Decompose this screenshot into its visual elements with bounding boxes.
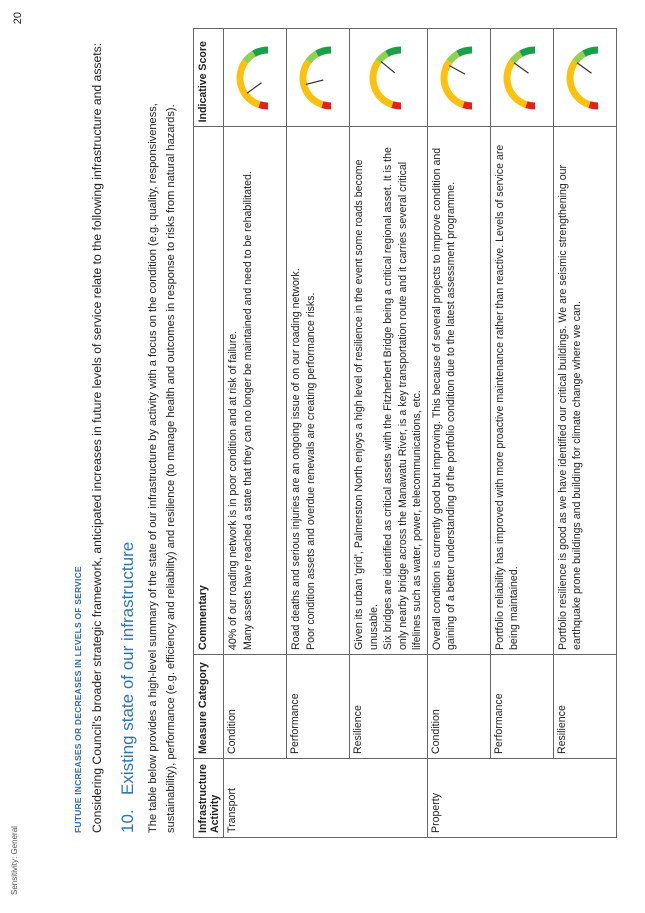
gauge-needle [381, 61, 395, 72]
category-cell: Condition [224, 654, 287, 758]
commentary-line: Given its urban 'grid', Palmerston North enjoys a high level of resilience in the event some roads become unusable. [353, 159, 380, 650]
score-cell [350, 29, 428, 127]
table-row [427, 29, 490, 838]
header-commentary: Commentary [194, 127, 224, 655]
commentary-line: Portfolio reliability has improved with more proactive maintenance rather than reactive. Levels of service are being maintained. [493, 144, 520, 650]
commentary-cell [287, 127, 350, 655]
score-gauge [493, 41, 551, 115]
activity-cell: Transport [224, 759, 428, 838]
category-cell: Performance [287, 654, 350, 758]
sensitivity-label: Sensitivity: General [10, 826, 19, 895]
section-heading: FUTURE INCREASES OR DECREASES IN LEVELS OF SERVICE [73, 566, 83, 833]
category-cell: Resilience [553, 654, 616, 758]
gauge-red-segment [259, 104, 268, 105]
gauge-light-green-segment [245, 53, 254, 61]
table-header-row [194, 29, 224, 838]
commentary-cell [224, 127, 287, 655]
gauge-red-segment [393, 104, 402, 105]
score-gauge [226, 41, 284, 115]
score-cell [224, 29, 287, 127]
gauge-green-segment [584, 50, 598, 54]
gauge-needle [513, 62, 528, 73]
header-activity: Infrastructure Activity [194, 759, 224, 838]
header-score: Indicative Score [194, 29, 224, 127]
gauge-yellow-segment [507, 61, 526, 104]
commentary-line: Road deaths and serious injuries are an ongoing issue of on our roading network. [290, 268, 302, 650]
description-text: The table below provides a high-level summary of the state of our infrastructure by activity with a focus on the condition (e.g. quality, responsiveness, sustainability), performance (e.g. efficiency and reliability) and resilience (to manage health and outcomes in response to risks from natural hazards). [147, 103, 177, 833]
table-row [553, 29, 616, 838]
gauge-needle [247, 82, 262, 93]
infrastructure-table [193, 28, 617, 838]
gauge-needle [576, 62, 591, 73]
gauge-yellow-segment [570, 61, 589, 104]
commentary-cell [350, 127, 428, 655]
table-row [490, 29, 553, 838]
gauge-green-segment [317, 50, 331, 54]
gauge-red-segment [526, 104, 535, 105]
score-cell [427, 29, 490, 127]
gauge-green-segment [521, 50, 535, 54]
heading-number: 10. [118, 809, 137, 833]
gauge-needle [449, 65, 465, 74]
gauge-green-segment [387, 50, 401, 54]
gauge-light-green-segment [575, 53, 584, 61]
score-gauge [289, 41, 347, 115]
commentary-line: 40% of our roading network is in poor condition and at risk of failure. [227, 330, 239, 650]
score-gauge [359, 41, 417, 115]
gauge-red-segment [463, 104, 472, 105]
gauge-yellow-segment [240, 61, 259, 104]
score-gauge [556, 41, 614, 115]
commentary-line: Six bridges are identified as critical assets with the Fitzherbert Bridge being a critical regional asset. It is the only nearby bridge across the Manawatu River, is a key transportation route and it carries several critical lifelines such as water, power, telecommunications, etc. [382, 147, 423, 650]
gauge-red-segment [589, 104, 598, 105]
table-row [287, 29, 350, 838]
header-category: Measure Category [194, 654, 224, 758]
gauge-needle [306, 80, 323, 84]
score-cell [287, 29, 350, 127]
gauge-light-green-segment [449, 53, 458, 61]
table-row [350, 29, 428, 838]
gauge-light-green-segment [379, 53, 388, 61]
score-gauge [430, 41, 488, 115]
table-row [224, 29, 287, 838]
heading-text: Existing state of our infrastructure [118, 541, 137, 795]
intro-text: Considering Council's broader strategic framework, anticipated increases in future levels of service relate to the following infrastructure and assets: [90, 42, 104, 833]
commentary-line: Overall condition is currently good but improving. This because of several projects to improve condition and gaining of a better understanding of the portfolio condition due to the latest assessment programme. [430, 147, 457, 650]
gauge-light-green-segment [512, 53, 521, 61]
commentary-line: Poor condition assets and overdue renewals are creating performance risks. [304, 292, 317, 650]
page-number: 20 [12, 12, 24, 25]
commentary-line: Portfolio resilience is good as we have identified our critical buildings. We are seismic strengthening our earthquake prone buildings and building for climate change where we can. [556, 164, 583, 650]
gauge-green-segment [254, 50, 268, 54]
category-cell: Resilience [350, 654, 428, 758]
category-cell: Performance [490, 654, 553, 758]
gauge-green-segment [458, 50, 472, 54]
page-heading [118, 542, 138, 833]
gauge-red-segment [322, 104, 331, 105]
activity-cell: Property [427, 759, 616, 838]
category-cell: Condition [427, 654, 490, 758]
commentary-cell [490, 127, 553, 655]
score-cell [553, 29, 616, 127]
commentary-cell [553, 127, 616, 655]
commentary-cell [427, 127, 490, 655]
score-cell [490, 29, 553, 127]
commentary-line: Many assets have reached a state that they can no longer be maintained and need to be rehabilitated. [241, 171, 254, 650]
gauge-light-green-segment [308, 53, 317, 61]
